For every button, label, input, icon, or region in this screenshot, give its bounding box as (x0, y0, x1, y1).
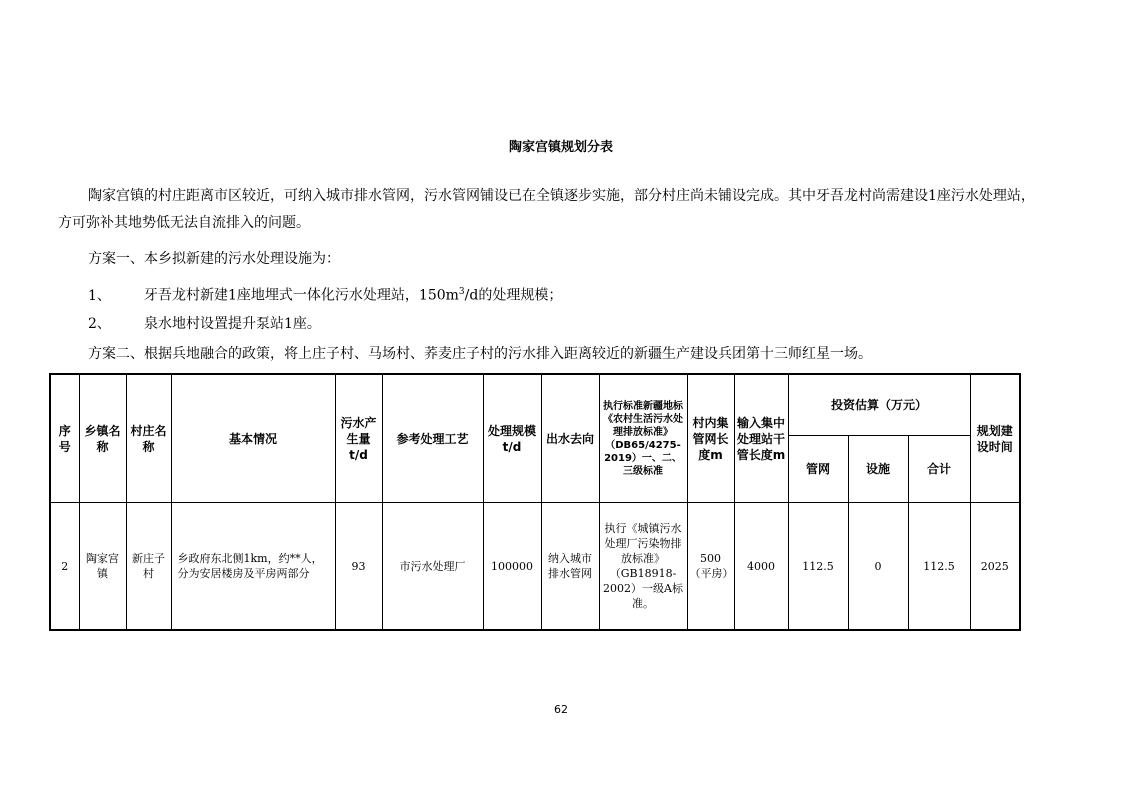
cell-seq: 2 (50, 503, 79, 631)
cell-plan-time: 2025 (970, 503, 1020, 631)
header-inv-total: 合计 (908, 436, 970, 503)
plan-one-item-2 (88, 311, 1068, 338)
page-title: 陶家宫镇规划分表 (508, 140, 613, 155)
plan-two-paragraph: 方案二、根据兵地融合的政策，将上庄子村、马场村、荞麦庄子村的污水排入距离较近的新疆生产建设兵团第十三师红星一场。 (88, 346, 872, 362)
item-1-text-a: 牙吾龙村新建1座地埋式一体化污水处理站，150m (144, 287, 459, 304)
header-outflow: 出水去向 (541, 374, 599, 503)
cell-village: 新庄子村 (126, 503, 171, 631)
header-basic-info: 基本情况 (171, 374, 335, 503)
item-2-number: 2、 (88, 316, 111, 332)
cell-inv-total: 112.5 (908, 503, 970, 631)
plan-one-item-1 (88, 279, 1068, 310)
cell-basic-info: 乡政府东北侧1km，约**人，分为安居楼房及平房两部分 (171, 503, 335, 631)
header-investment: 投资估算（万元） (788, 374, 970, 436)
page-number: 62 (554, 703, 568, 716)
item-1-number: 1、 (88, 287, 111, 304)
cell-sewage-volume: 93 (335, 503, 382, 631)
table-row (50, 503, 1020, 631)
plan-one-heading: 方案一、本乡拟新建的污水处理设施为： (88, 251, 340, 267)
cell-inv-pipe: 112.5 (788, 503, 848, 631)
header-seq: 序号 (50, 374, 79, 503)
cell-outflow: 纳入城市排水管网 (541, 503, 599, 631)
cell-village-pipe: 500（平房） (687, 503, 734, 631)
cell-inv-facility: 0 (848, 503, 908, 631)
header-standard: 执行标准新疆地标《农村生活污水处理排放标准》（DB65/4275-2019）一、二、三级标准 (599, 374, 687, 503)
header-trunk-pipe: 输入集中处理站干管长度m (734, 374, 788, 503)
cell-process: 市污水处理厂 (382, 503, 483, 631)
item-1-superscript: 3 (458, 287, 465, 297)
header-village-pipe: 村内集管网长度m (687, 374, 734, 503)
cell-standard: 执行《城镇污水处理厂污染物排放标准》（GB18918-2002）一级A标准。 (599, 503, 687, 631)
cell-trunk-pipe: 4000 (734, 503, 788, 631)
header-process: 参考处理工艺 (382, 374, 483, 503)
header-scale: 处理规模t/d (483, 374, 541, 503)
cell-town: 陶家宫镇 (79, 503, 126, 631)
planning-table (49, 373, 1021, 631)
header-inv-pipe: 管网 (788, 436, 848, 503)
intro-paragraph: 陶家宫镇的村庄距离市区较近，可纳入城市排水管网，污水管网铺设已在全镇逐步实施，部分村庄尚未铺设完成。其中牙吾龙村尚需建设1座污水处理站，方可弥补其地势低无法自流排入的问题。 (58, 188, 1035, 231)
item-2-text: 泉水地村设置提升泵站1座。 (144, 316, 321, 332)
item-1-text-b: /d的处理规模； (464, 287, 563, 304)
header-plan-time: 规划建设时间 (970, 374, 1020, 503)
header-village: 村庄名称 (126, 374, 171, 503)
cell-scale: 100000 (483, 503, 541, 631)
header-sewage-volume: 污水产生量t/d (335, 374, 382, 503)
header-town: 乡镇名称 (79, 374, 126, 503)
header-inv-facility: 设施 (848, 436, 908, 503)
